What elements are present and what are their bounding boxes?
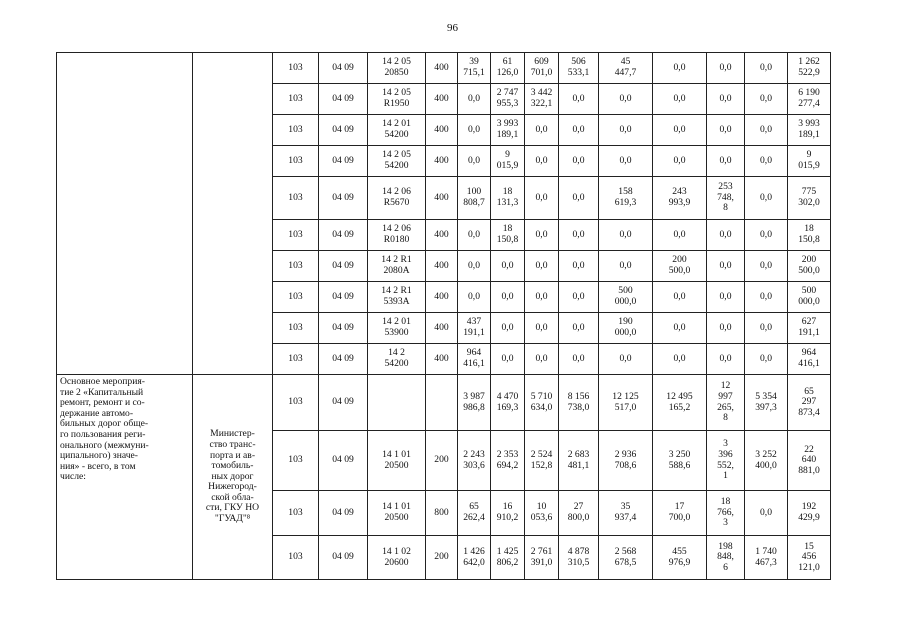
table-cell: 04 09 bbox=[319, 431, 368, 491]
table-cell: 1 426 642,0 bbox=[458, 536, 491, 580]
table-cell: 0,0 bbox=[707, 84, 745, 115]
table-cell: 0,0 bbox=[525, 220, 559, 251]
table-cell: 103 bbox=[273, 282, 319, 313]
table-cell: 3 993 189,1 bbox=[788, 115, 831, 146]
table-cell: 103 bbox=[273, 220, 319, 251]
table-cell: 0,0 bbox=[599, 115, 653, 146]
table-cell: 0,0 bbox=[745, 146, 788, 177]
empty-executor-cell bbox=[193, 53, 273, 375]
table-cell: 609 701,0 bbox=[525, 53, 559, 84]
table-cell: 0,0 bbox=[653, 313, 707, 344]
table-cell: 0,0 bbox=[525, 251, 559, 282]
table-cell: 0,0 bbox=[745, 251, 788, 282]
table-cell: 2 524 152,8 bbox=[525, 431, 559, 491]
table-cell: 12 125 517,0 bbox=[599, 375, 653, 431]
table-cell: 5 710 634,0 bbox=[525, 375, 559, 431]
budget-table bbox=[56, 52, 831, 580]
table-cell: 17 700,0 bbox=[653, 491, 707, 536]
table-cell: 437 191,1 bbox=[458, 313, 491, 344]
table-cell: 0,0 bbox=[525, 177, 559, 220]
table-cell: 1 740 467,3 bbox=[745, 536, 788, 580]
table-cell: 5 354 397,3 bbox=[745, 375, 788, 431]
table-cell: 2 243 303,6 bbox=[458, 431, 491, 491]
executor-name: Министер- ство транс- порта и ав- томобиль- ных дорог Нижегород- ской обла- сти, ГКУ НО "ГУАД"⁸ bbox=[193, 375, 273, 580]
table-cell: 14 2 01 54200 bbox=[368, 115, 426, 146]
table-cell: 18 150,8 bbox=[788, 220, 831, 251]
table-cell: 0,0 bbox=[525, 115, 559, 146]
table-cell bbox=[426, 375, 458, 431]
table-cell: 04 09 bbox=[319, 146, 368, 177]
table-cell: 18 150,8 bbox=[491, 220, 525, 251]
table-cell: 39 715,1 bbox=[458, 53, 491, 84]
table-cell: 0,0 bbox=[458, 220, 491, 251]
table-cell: 3 442 322,1 bbox=[525, 84, 559, 115]
table-cell: 0,0 bbox=[653, 146, 707, 177]
table-cell: 14 2 05 54200 bbox=[368, 146, 426, 177]
table-cell: 9 015,9 bbox=[491, 146, 525, 177]
table-cell: 65 262,4 bbox=[458, 491, 491, 536]
table-cell: 103 bbox=[273, 431, 319, 491]
table-cell: 0,0 bbox=[745, 220, 788, 251]
table-cell: 22 640 881,0 bbox=[788, 431, 831, 491]
table-cell: 200 500,0 bbox=[788, 251, 831, 282]
table-cell: 14 1 01 20500 bbox=[368, 431, 426, 491]
table-cell: 04 09 bbox=[319, 313, 368, 344]
table-cell: 198 848, 6 bbox=[707, 536, 745, 580]
table-cell: 0,0 bbox=[599, 84, 653, 115]
table-cell: 103 bbox=[273, 536, 319, 580]
table-cell: 3 993 189,1 bbox=[491, 115, 525, 146]
table-cell: 0,0 bbox=[653, 84, 707, 115]
table-cell: 0,0 bbox=[707, 146, 745, 177]
table-cell: 0,0 bbox=[559, 220, 599, 251]
table-cell: 0,0 bbox=[599, 344, 653, 375]
table-cell: 0,0 bbox=[458, 84, 491, 115]
table-cell: 45 447,7 bbox=[599, 53, 653, 84]
table-cell: 3 252 400,0 bbox=[745, 431, 788, 491]
table-cell: 16 910,2 bbox=[491, 491, 525, 536]
table-cell: 2 353 694,2 bbox=[491, 431, 525, 491]
table-cell: 0,0 bbox=[491, 282, 525, 313]
table-cell: 14 2 01 53900 bbox=[368, 313, 426, 344]
table-cell: 4 470 169,3 bbox=[491, 375, 525, 431]
table-cell: 14 1 01 20500 bbox=[368, 491, 426, 536]
table-cell: 400 bbox=[426, 251, 458, 282]
table-cell: 0,0 bbox=[458, 282, 491, 313]
table-cell: 0,0 bbox=[559, 313, 599, 344]
table-cell: 0,0 bbox=[491, 251, 525, 282]
table-row bbox=[57, 53, 831, 84]
table-cell: 0,0 bbox=[525, 313, 559, 344]
table-cell: 0,0 bbox=[458, 115, 491, 146]
table-cell: 0,0 bbox=[559, 251, 599, 282]
table-cell: 0,0 bbox=[599, 220, 653, 251]
table-cell: 0,0 bbox=[458, 251, 491, 282]
table-cell: 0,0 bbox=[707, 282, 745, 313]
table-cell: 04 09 bbox=[319, 220, 368, 251]
table-cell: 14 2 06 R0180 bbox=[368, 220, 426, 251]
table-cell: 500 000,0 bbox=[788, 282, 831, 313]
table-row bbox=[57, 375, 831, 431]
table-cell: 2 747 955,3 bbox=[491, 84, 525, 115]
table-cell: 0,0 bbox=[653, 344, 707, 375]
table-cell: 103 bbox=[273, 84, 319, 115]
table-cell: 500 000,0 bbox=[599, 282, 653, 313]
table-cell: 455 976,9 bbox=[653, 536, 707, 580]
table-cell: 800 bbox=[426, 491, 458, 536]
table-cell: 200 bbox=[426, 431, 458, 491]
table-cell: 0,0 bbox=[458, 146, 491, 177]
table-cell: 0,0 bbox=[707, 220, 745, 251]
table-cell: 18 131,3 bbox=[491, 177, 525, 220]
table-cell: 0,0 bbox=[707, 53, 745, 84]
table-cell: 2 568 678,5 bbox=[599, 536, 653, 580]
table-cell: 2 761 391,0 bbox=[525, 536, 559, 580]
table-cell: 3 987 986,8 bbox=[458, 375, 491, 431]
table-cell: 0,0 bbox=[599, 146, 653, 177]
table-cell: 04 09 bbox=[319, 251, 368, 282]
table-cell: 27 800,0 bbox=[559, 491, 599, 536]
table-cell: 35 937,4 bbox=[599, 491, 653, 536]
table-cell: 2 683 481,1 bbox=[559, 431, 599, 491]
table-cell: 04 09 bbox=[319, 115, 368, 146]
table-cell: 04 09 bbox=[319, 53, 368, 84]
table-cell: 04 09 bbox=[319, 282, 368, 313]
table-cell bbox=[368, 375, 426, 431]
table-cell: 253 748, 8 bbox=[707, 177, 745, 220]
table-cell: 964 416,1 bbox=[458, 344, 491, 375]
table-cell: 14 2 R1 5393A bbox=[368, 282, 426, 313]
empty-description-cell bbox=[57, 53, 193, 375]
table-cell: 506 533,1 bbox=[559, 53, 599, 84]
table-cell: 0,0 bbox=[653, 53, 707, 84]
page-number: 96 bbox=[447, 22, 458, 34]
table-cell: 04 09 bbox=[319, 491, 368, 536]
table-cell: 0,0 bbox=[599, 251, 653, 282]
table-cell: 1 262 522,9 bbox=[788, 53, 831, 84]
table-cell: 964 416,1 bbox=[788, 344, 831, 375]
table-cell: 12 495 165,2 bbox=[653, 375, 707, 431]
table-cell: 103 bbox=[273, 344, 319, 375]
table-cell: 14 2 54200 bbox=[368, 344, 426, 375]
table-cell: 103 bbox=[273, 146, 319, 177]
table-cell: 04 09 bbox=[319, 344, 368, 375]
table-cell: 0,0 bbox=[559, 177, 599, 220]
measure-description: Основное мероприя- тие 2 «Капитальный ремонт, ремонт и со- держание автомо- бильных дорог обще- го пользования реги- онального (межмуни- ципального) значе- ния» - всего, в том числе: bbox=[57, 375, 193, 580]
table-cell: 200 500,0 bbox=[653, 251, 707, 282]
table-cell: 0,0 bbox=[707, 115, 745, 146]
table-cell: 103 bbox=[273, 251, 319, 282]
table-cell: 0,0 bbox=[559, 282, 599, 313]
table-cell: 2 936 708,6 bbox=[599, 431, 653, 491]
table-cell: 103 bbox=[273, 375, 319, 431]
table-cell: 3 250 588,6 bbox=[653, 431, 707, 491]
table-cell: 0,0 bbox=[653, 282, 707, 313]
table-cell: 0,0 bbox=[745, 313, 788, 344]
table-cell: 0,0 bbox=[707, 344, 745, 375]
table-cell: 14 1 02 20600 bbox=[368, 536, 426, 580]
table-cell: 9 015,9 bbox=[788, 146, 831, 177]
table-cell: 103 bbox=[273, 115, 319, 146]
table-cell: 04 09 bbox=[319, 177, 368, 220]
table-cell: 192 429,9 bbox=[788, 491, 831, 536]
table-cell: 04 09 bbox=[319, 84, 368, 115]
table-cell: 0,0 bbox=[491, 313, 525, 344]
table-cell: 15 456 121,0 bbox=[788, 536, 831, 580]
table-cell: 4 878 310,5 bbox=[559, 536, 599, 580]
table-cell: 1 425 806,2 bbox=[491, 536, 525, 580]
table-cell: 158 619,3 bbox=[599, 177, 653, 220]
table-cell: 627 191,1 bbox=[788, 313, 831, 344]
table-cell: 400 bbox=[426, 146, 458, 177]
table-cell: 400 bbox=[426, 344, 458, 375]
table-cell: 0,0 bbox=[653, 115, 707, 146]
table-cell: 190 000,0 bbox=[599, 313, 653, 344]
table-cell: 14 2 06 R5670 bbox=[368, 177, 426, 220]
table-cell: 0,0 bbox=[745, 115, 788, 146]
table-cell: 400 bbox=[426, 115, 458, 146]
table-cell: 14 2 05 R1950 bbox=[368, 84, 426, 115]
table-cell: 65 297 873,4 bbox=[788, 375, 831, 431]
table-cell: 14 2 R1 2080A bbox=[368, 251, 426, 282]
table-cell: 0,0 bbox=[525, 146, 559, 177]
table-cell: 0,0 bbox=[559, 344, 599, 375]
table-cell: 04 09 bbox=[319, 536, 368, 580]
table-cell: 103 bbox=[273, 177, 319, 220]
table-cell: 0,0 bbox=[559, 146, 599, 177]
table-cell: 6 190 277,4 bbox=[788, 84, 831, 115]
table-cell: 200 bbox=[426, 536, 458, 580]
table-cell: 400 bbox=[426, 53, 458, 84]
table-cell: 0,0 bbox=[745, 491, 788, 536]
table-cell: 0,0 bbox=[525, 282, 559, 313]
table-cell: 103 bbox=[273, 313, 319, 344]
table-cell: 0,0 bbox=[707, 313, 745, 344]
table-cell: 04 09 bbox=[319, 375, 368, 431]
table-cell: 0,0 bbox=[525, 344, 559, 375]
table-cell: 400 bbox=[426, 313, 458, 344]
table-cell: 3 396 552, 1 bbox=[707, 431, 745, 491]
table-cell: 103 bbox=[273, 491, 319, 536]
table-cell: 100 808,7 bbox=[458, 177, 491, 220]
table-cell: 0,0 bbox=[559, 84, 599, 115]
table-cell: 61 126,0 bbox=[491, 53, 525, 84]
table-cell: 0,0 bbox=[559, 115, 599, 146]
table-cell: 103 bbox=[273, 53, 319, 84]
table-cell: 10 053,6 bbox=[525, 491, 559, 536]
table-cell: 400 bbox=[426, 177, 458, 220]
table-cell: 0,0 bbox=[707, 251, 745, 282]
table-cell: 0,0 bbox=[491, 344, 525, 375]
table-cell: 8 156 738,0 bbox=[559, 375, 599, 431]
table-cell: 400 bbox=[426, 84, 458, 115]
table-cell: 0,0 bbox=[745, 177, 788, 220]
table-cell: 243 993,9 bbox=[653, 177, 707, 220]
table-cell: 775 302,0 bbox=[788, 177, 831, 220]
table-cell: 400 bbox=[426, 220, 458, 251]
table-cell: 12 997 265, 8 bbox=[707, 375, 745, 431]
table-cell: 0,0 bbox=[745, 53, 788, 84]
table-cell: 400 bbox=[426, 282, 458, 313]
table-cell: 18 766, 3 bbox=[707, 491, 745, 536]
table-cell: 0,0 bbox=[745, 282, 788, 313]
table-cell: 14 2 05 20850 bbox=[368, 53, 426, 84]
table-cell: 0,0 bbox=[653, 220, 707, 251]
table-cell: 0,0 bbox=[745, 344, 788, 375]
table-cell: 0,0 bbox=[745, 84, 788, 115]
